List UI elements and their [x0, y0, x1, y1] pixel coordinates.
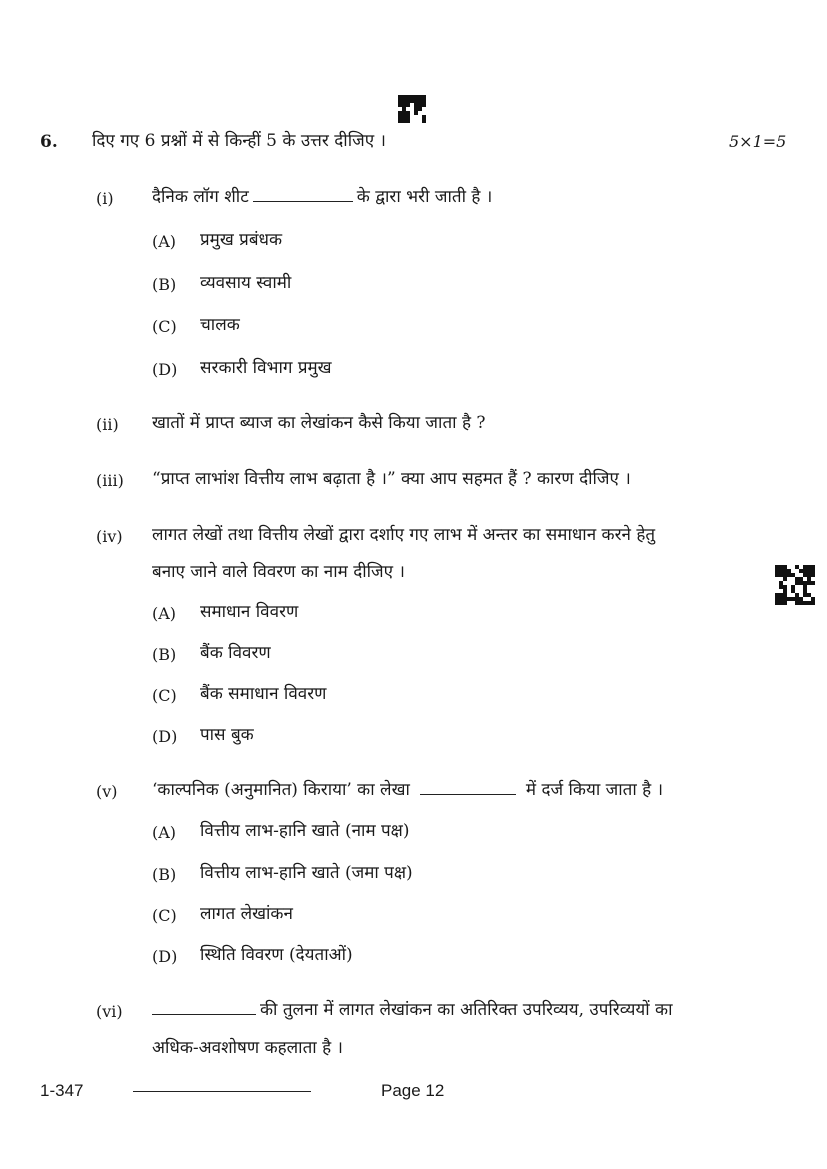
option-text: व्यवसाय स्वामी	[200, 273, 292, 293]
item-text-after: के द्वारा भरी जाती है ।	[356, 187, 493, 207]
fill-blank	[253, 187, 353, 202]
option-text: पास बुक	[200, 725, 254, 745]
option-label: (A)	[152, 232, 177, 251]
item-text	[152, 998, 673, 1022]
item-text: बनाए जाने वाले विवरण का नाम दीजिए ।	[152, 562, 405, 582]
item-text: “प्राप्त लाभांश वित्तीय लाभ बढ़ाता है ।” क्या आप सहमत हैं ? कारण दीजिए ।	[152, 469, 631, 489]
option-text: स्थिति विवरण (देयताओं)	[200, 945, 353, 965]
option-text: समाधान विवरण	[200, 602, 299, 622]
option-text: चालक	[200, 315, 240, 335]
option-label: (C)	[152, 686, 177, 705]
option-label: (A)	[152, 823, 177, 842]
item-number: (i)	[96, 189, 114, 208]
item-text: खातों में प्राप्त ब्याज का लेखांकन कैसे किया जाता है ?	[152, 413, 486, 433]
fill-blank	[152, 1000, 256, 1015]
option-text: प्रमुख प्रबंधक	[200, 230, 283, 250]
question-marks: 5×1=5	[729, 132, 787, 151]
page-number: Page 12	[381, 1081, 445, 1100]
option-label: (D)	[152, 360, 178, 379]
option-label: (D)	[152, 727, 178, 746]
item-text-after: में दर्ज किया जाता है ।	[525, 780, 664, 800]
question-instruction: दिए गए 6 प्रश्नों में से किन्हीं 5 के उत्तर दीजिए ।	[92, 131, 386, 151]
option-label: (C)	[152, 906, 177, 925]
footer-divider	[133, 1091, 311, 1092]
option-text: लागत लेखांकन	[200, 904, 293, 924]
item-number: (v)	[96, 782, 118, 801]
option-label: (D)	[152, 947, 178, 966]
question-number: 6.	[40, 132, 58, 152]
item-text-after: की तुलना में लागत लेखांकन का अतिरिक्त उपरिव्यय, उपरिव्ययों का	[260, 1000, 673, 1020]
item-text: लागत लेखों तथा वित्तीय लेखों द्वारा दर्शाए गए लाभ में अन्तर का समाधान करने हेतु	[152, 525, 656, 545]
item-text-before: ‘काल्पनिक (अनुमानित) किराया’ का लेखा	[152, 780, 410, 800]
item-text: अधिक-अवशोषण कहलाता है ।	[152, 1038, 343, 1058]
option-label: (B)	[152, 645, 177, 664]
item-number: (vi)	[96, 1002, 123, 1021]
option-label: (C)	[152, 317, 177, 336]
option-label: (A)	[152, 604, 177, 623]
option-label: (B)	[152, 275, 177, 294]
item-text	[152, 778, 663, 802]
item-text-before: दैनिक लॉग शीट	[152, 187, 249, 207]
item-number: (ii)	[96, 415, 119, 434]
fill-blank	[420, 780, 516, 795]
option-text: सरकारी विभाग प्रमुख	[200, 358, 332, 378]
item-number: (iv)	[96, 527, 123, 546]
item-text	[152, 185, 492, 209]
option-text: वित्तीय लाभ-हानि खाते (नाम पक्ष)	[200, 821, 410, 841]
qr-code-icon	[398, 95, 426, 123]
option-text: बैंक विवरण	[200, 643, 271, 663]
paper-code: 1-347	[40, 1081, 84, 1100]
item-number: (iii)	[96, 471, 124, 490]
option-text: बैंक समाधान विवरण	[200, 684, 327, 704]
option-label: (B)	[152, 865, 177, 884]
option-text: वित्तीय लाभ-हानि खाते (जमा पक्ष)	[200, 863, 413, 883]
qr-code-icon	[775, 565, 815, 605]
